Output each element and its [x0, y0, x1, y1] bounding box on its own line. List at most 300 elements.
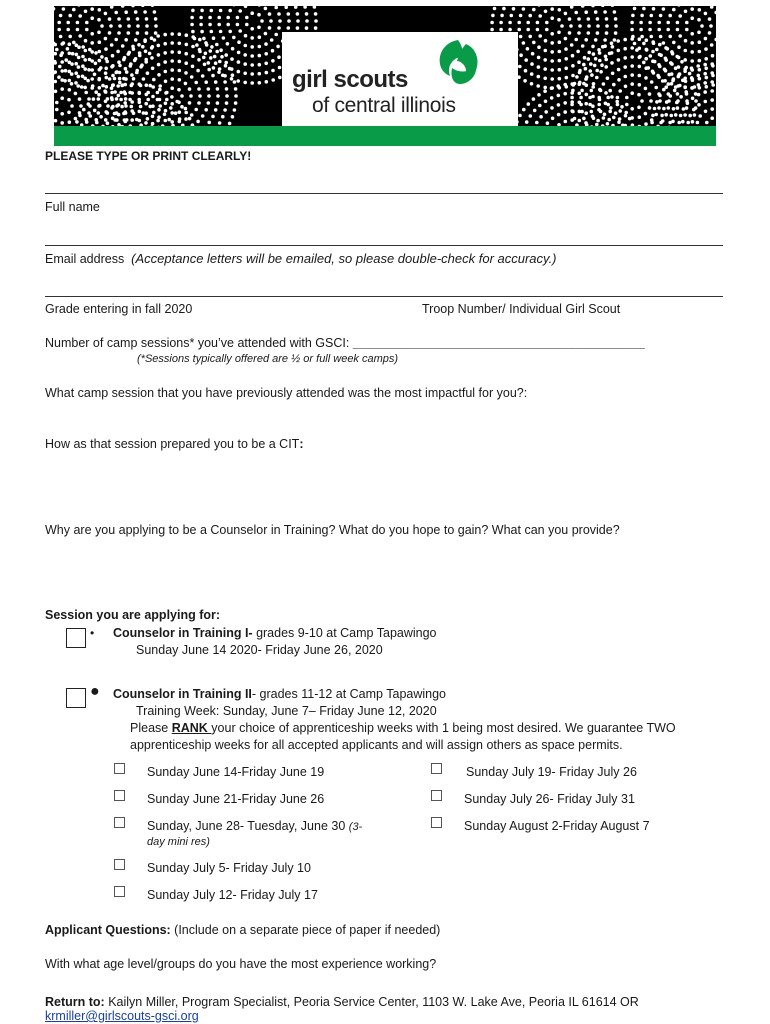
pattern-dot	[593, 64, 597, 68]
pattern-dot	[117, 17, 121, 21]
pattern-dot	[123, 118, 127, 122]
pattern-dot	[666, 47, 670, 51]
pattern-dot	[216, 94, 220, 98]
pattern-dot	[653, 60, 657, 64]
pattern-dot	[198, 50, 202, 54]
pattern-dot	[127, 24, 131, 28]
pattern-dot	[68, 88, 72, 92]
pattern-dot	[510, 14, 514, 18]
pattern-dot	[662, 107, 666, 111]
pattern-dot	[62, 7, 66, 11]
pattern-dot	[490, 28, 494, 32]
pattern-dot	[550, 59, 554, 63]
pattern-dot	[86, 79, 90, 83]
pattern-dot	[225, 87, 229, 91]
pattern-dot	[668, 14, 672, 18]
pattern-dot	[210, 9, 214, 13]
pattern-dot	[600, 63, 604, 67]
pattern-dot	[142, 77, 146, 81]
pattern-dot	[117, 31, 121, 35]
pattern-dot	[305, 12, 309, 16]
pattern-dot	[250, 81, 254, 85]
pattern-dot	[164, 119, 168, 123]
pattern-dot	[594, 38, 598, 42]
pattern-dot	[570, 91, 574, 95]
pattern-dot	[532, 41, 536, 45]
week-checkbox[interactable]	[114, 886, 125, 897]
pattern-dot	[265, 80, 269, 84]
pattern-dot	[683, 86, 687, 90]
pattern-dot	[72, 41, 76, 45]
pattern-dot	[90, 41, 94, 45]
email-line[interactable]	[45, 245, 723, 246]
pattern-dot	[219, 30, 223, 34]
cit1-checkbox[interactable]	[66, 628, 86, 648]
pattern-dot	[578, 24, 582, 28]
pattern-dot	[537, 75, 541, 79]
pattern-dot	[527, 102, 531, 106]
pattern-dot	[118, 77, 122, 81]
session-heading: Session you are applying for:	[45, 608, 221, 622]
pattern-dot	[537, 93, 541, 97]
pattern-dot	[616, 96, 620, 100]
pattern-dot	[82, 108, 86, 112]
pattern-dot	[610, 51, 614, 55]
pattern-dot	[522, 7, 526, 11]
pattern-dot	[64, 69, 68, 73]
pattern-dot	[58, 65, 62, 69]
pattern-dot	[685, 106, 689, 110]
pattern-dot	[530, 62, 534, 66]
pattern-dot	[639, 28, 643, 32]
pattern-dot	[212, 36, 216, 40]
question-impactful: What camp session that you have previously attended was the most impactful for you?:	[45, 386, 528, 400]
pattern-dot	[537, 65, 541, 69]
pattern-dot	[684, 80, 688, 84]
pattern-dot	[618, 109, 622, 113]
pattern-dot	[710, 62, 714, 66]
pattern-dot	[84, 39, 88, 43]
pattern-dot	[127, 17, 131, 21]
pattern-dot	[260, 19, 264, 23]
week-checkbox[interactable]	[114, 817, 125, 828]
pattern-dot	[122, 58, 126, 62]
pattern-dot	[88, 58, 92, 62]
pattern-dot	[587, 24, 591, 28]
week-checkbox[interactable]	[114, 859, 125, 870]
pattern-dot	[526, 21, 530, 25]
pattern-dot	[305, 19, 309, 23]
pattern-dot	[710, 6, 714, 9]
pattern-dot	[550, 96, 554, 100]
pattern-dot	[70, 104, 74, 108]
pattern-dot	[236, 16, 240, 20]
week-checkbox[interactable]	[114, 790, 125, 801]
pattern-dot	[193, 37, 197, 41]
pattern-dot	[314, 12, 318, 16]
pattern-dot	[696, 64, 700, 68]
pattern-dot	[558, 59, 562, 63]
pattern-dot	[582, 63, 586, 67]
pattern-dot	[638, 83, 642, 87]
pattern-dot	[152, 111, 156, 115]
pattern-dot	[550, 7, 554, 11]
email-note: (Acceptance letters will be emailed, so please double-check for accuracy.)	[131, 251, 557, 266]
pattern-dot	[686, 101, 690, 105]
pattern-dot	[683, 69, 687, 73]
pattern-dot	[630, 82, 634, 86]
pattern-dot	[305, 26, 309, 30]
pattern-dot	[708, 17, 712, 21]
pattern-dot	[610, 41, 614, 45]
pattern-dot	[538, 14, 542, 18]
pattern-dot	[127, 31, 131, 35]
pattern-dot	[208, 23, 212, 27]
pattern-dot	[178, 69, 182, 73]
pattern-dot	[698, 59, 702, 63]
cit2-rest: - grades 11-12 at Camp Tapawingo	[251, 687, 447, 701]
pattern-dot	[274, 33, 278, 37]
pattern-dot	[207, 94, 211, 98]
pattern-dot	[519, 35, 523, 39]
pattern-dot	[604, 55, 608, 59]
pattern-dot	[644, 57, 648, 61]
pattern-dot	[54, 43, 57, 47]
pattern-dot	[218, 67, 222, 71]
pattern-dot	[659, 121, 663, 125]
week-option: Sunday July 12- Friday July 17	[147, 888, 318, 902]
pattern-dot	[679, 114, 683, 118]
pattern-dot	[87, 68, 91, 72]
pattern-dot	[550, 16, 554, 20]
pattern-dot	[704, 12, 708, 16]
pattern-dot	[570, 43, 574, 47]
question-prepared	[45, 437, 303, 451]
pattern-dot	[164, 70, 168, 74]
pattern-dot	[156, 119, 160, 123]
pattern-dot	[557, 18, 561, 22]
pattern-dot	[640, 14, 644, 18]
pattern-dot	[517, 21, 521, 25]
pattern-dot	[157, 44, 161, 48]
pattern-dot	[145, 31, 149, 35]
pattern-dot	[60, 42, 64, 46]
pattern-dot	[217, 16, 221, 20]
pattern-dot	[584, 121, 588, 125]
pattern-dot	[99, 115, 103, 119]
pattern-dot	[645, 38, 649, 42]
rank-pre: Please	[130, 721, 172, 735]
pattern-dot	[630, 28, 634, 32]
pattern-dot	[638, 65, 642, 69]
week-checkbox[interactable]	[431, 790, 442, 801]
pattern-dot	[205, 43, 209, 47]
pattern-dot	[605, 17, 609, 21]
pattern-dot	[614, 17, 618, 21]
pattern-dot	[544, 100, 548, 104]
pattern-dot	[110, 65, 114, 69]
pattern-dot	[170, 50, 174, 54]
pattern-dot	[708, 31, 712, 35]
pattern-dot	[652, 71, 656, 75]
pattern-dot	[623, 65, 627, 69]
pattern-dot	[164, 91, 168, 95]
pattern-dot	[223, 80, 227, 84]
pattern-dot	[581, 44, 585, 48]
sessions-blank[interactable]: __________________________________________	[352, 336, 645, 350]
pattern-dot	[85, 21, 89, 25]
pattern-dot	[234, 87, 238, 91]
pattern-dot	[677, 45, 681, 49]
pattern-dot	[211, 74, 215, 78]
pattern-dot	[617, 58, 621, 62]
pattern-dot	[170, 120, 174, 124]
pattern-dot	[558, 8, 562, 12]
pattern-dot	[130, 109, 134, 113]
pattern-dot	[139, 65, 143, 69]
pattern-dot	[649, 99, 653, 103]
pattern-dot	[277, 26, 281, 30]
pattern-dot	[217, 70, 221, 74]
pattern-dot	[136, 31, 140, 35]
pattern-dot	[578, 82, 582, 86]
pattern-dot	[101, 84, 105, 88]
pattern-dot	[154, 17, 158, 21]
pattern-dot	[66, 21, 70, 25]
grade-line[interactable]	[45, 296, 723, 297]
pattern-dot	[543, 58, 547, 62]
pattern-dot	[119, 98, 123, 102]
pattern-dot	[698, 77, 702, 81]
pattern-dot	[677, 6, 681, 7]
pattern-dot	[236, 23, 240, 27]
pattern-dot	[698, 8, 702, 12]
pattern-dot	[591, 6, 595, 7]
pattern-dot	[77, 56, 81, 60]
pattern-dot	[137, 43, 141, 47]
pattern-dot	[264, 52, 268, 56]
pattern-dot	[714, 11, 716, 15]
pattern-dot	[94, 62, 98, 66]
pattern-dot	[250, 63, 254, 67]
pattern-dot	[237, 51, 241, 55]
pattern-dot	[217, 23, 221, 27]
pattern-dot	[83, 67, 87, 71]
pattern-dot	[269, 19, 273, 23]
week-checkbox[interactable]	[114, 763, 125, 774]
pattern-dot	[598, 88, 602, 92]
pattern-dot	[191, 54, 195, 58]
pattern-dot	[568, 17, 572, 21]
pattern-dot	[201, 114, 205, 118]
pattern-dot	[614, 111, 618, 115]
pattern-dot	[557, 31, 561, 35]
instruction: PLEASE TYPE OR PRINT CLEARLY!	[45, 149, 252, 163]
pattern-dot	[124, 10, 128, 14]
week-option: Sunday June 14-Friday June 19	[147, 765, 325, 779]
pattern-dot	[90, 7, 94, 11]
pattern-dot	[258, 6, 262, 7]
pattern-dot	[519, 14, 523, 18]
pattern-dot	[544, 110, 548, 114]
pattern-dot	[154, 24, 158, 28]
pattern-dot	[617, 49, 621, 53]
pattern-dot	[97, 111, 101, 115]
pattern-dot	[156, 34, 160, 38]
pattern-dot	[675, 101, 679, 105]
pattern-dot	[184, 82, 188, 86]
pattern-dot	[518, 114, 522, 118]
pattern-dot	[578, 69, 582, 73]
return-email-link[interactable]: krmiller@girlscouts-gsci.org	[45, 1009, 199, 1023]
pattern-dot	[71, 52, 75, 56]
green-bar	[54, 126, 716, 146]
pattern-dot	[60, 69, 64, 73]
pattern-dot	[244, 44, 248, 48]
pattern-dot	[664, 113, 668, 117]
pattern-dot	[667, 106, 671, 110]
pattern-dot	[710, 116, 714, 120]
pattern-dot	[585, 93, 589, 97]
pattern-dot	[570, 6, 574, 9]
pattern-dot	[178, 32, 182, 36]
pattern-dot	[202, 56, 206, 60]
pattern-dot	[84, 118, 88, 122]
pattern-dot	[144, 60, 148, 64]
pattern-dot	[543, 77, 547, 81]
pattern-dot	[138, 82, 142, 86]
pattern-dot	[591, 115, 595, 119]
pattern-dot	[517, 28, 521, 32]
pattern-dot	[116, 50, 120, 54]
logo	[282, 32, 518, 128]
pattern-dot	[606, 96, 610, 100]
pattern-dot	[83, 86, 87, 90]
pattern-dot	[190, 23, 194, 27]
pattern-dot	[670, 72, 674, 76]
header-banner	[54, 6, 716, 142]
week-checkbox[interactable]	[431, 763, 442, 774]
pattern-dot	[672, 41, 676, 45]
pattern-dot	[650, 80, 654, 84]
pattern-dot	[138, 119, 142, 123]
pattern-dot	[81, 75, 85, 79]
pattern-dot	[683, 58, 687, 62]
pattern-dot	[124, 38, 128, 42]
pattern-dot	[536, 21, 540, 25]
pattern-dot	[138, 110, 142, 114]
pattern-dot	[188, 87, 192, 91]
pattern-dot	[111, 54, 115, 58]
pattern-dot	[158, 104, 162, 108]
pattern-dot	[705, 121, 709, 125]
email-label-text: Email address	[45, 252, 125, 266]
pattern-dot	[623, 47, 627, 51]
pattern-dot	[665, 100, 669, 104]
pattern-dot	[664, 69, 668, 73]
cit2-line	[113, 687, 446, 701]
pattern-dot	[630, 73, 634, 77]
pattern-dot	[197, 87, 201, 91]
week-option: Sunday June 21-Friday June 26	[147, 792, 325, 806]
pattern-dot	[138, 54, 142, 58]
pattern-dot	[539, 115, 543, 119]
pattern-dot	[54, 61, 57, 65]
pattern-dot	[550, 41, 554, 45]
pattern-dot	[564, 37, 568, 41]
full-name-label: Full name	[45, 200, 100, 214]
pattern-dot	[207, 87, 211, 91]
pattern-dot	[243, 62, 247, 66]
pattern-dot	[144, 102, 148, 106]
pattern-dot	[296, 12, 300, 16]
pattern-dot	[77, 65, 81, 69]
pattern-dot	[118, 24, 122, 28]
pattern-dot	[66, 28, 70, 32]
pattern-dot	[568, 31, 572, 35]
pattern-dot	[76, 21, 80, 25]
pattern-dot	[550, 86, 554, 90]
pattern-dot	[94, 90, 98, 94]
pattern-dot	[603, 38, 607, 42]
pattern-dot	[207, 121, 211, 125]
pattern-dot	[714, 38, 716, 42]
pattern-dot	[603, 10, 607, 14]
pattern-dot	[710, 89, 714, 93]
pattern-dot	[587, 17, 591, 21]
pattern-dot	[54, 52, 57, 56]
pattern-dot	[88, 48, 92, 52]
full-name-line[interactable]	[45, 193, 723, 194]
pattern-dot	[116, 84, 120, 88]
question-prepared-colon: :	[299, 437, 304, 451]
pattern-dot	[508, 28, 512, 32]
pattern-dot	[70, 82, 74, 86]
sessions-note: (*Sessions typically offered are ½ or full week camps)	[137, 353, 399, 365]
pattern-dot	[130, 82, 134, 86]
pattern-dot	[98, 8, 102, 12]
pattern-dot	[277, 55, 281, 59]
pattern-dot	[59, 35, 63, 39]
pattern-dot	[163, 51, 167, 55]
pattern-dot	[190, 113, 194, 117]
pattern-dot	[194, 81, 198, 85]
week-checkbox[interactable]	[431, 817, 442, 828]
pattern-dot	[690, 66, 694, 70]
pattern-dot	[649, 54, 653, 58]
cit2-checkbox[interactable]	[66, 688, 86, 708]
pattern-dot	[123, 101, 127, 105]
pattern-dot	[642, 42, 646, 46]
pattern-dot	[177, 88, 181, 92]
pattern-dot	[245, 16, 249, 20]
pattern-dot	[134, 38, 138, 42]
pattern-dot	[104, 47, 108, 51]
pattern-dot	[502, 7, 506, 11]
pattern-dot	[518, 65, 522, 69]
pattern-dot	[648, 28, 652, 32]
pattern-dot	[614, 31, 618, 35]
pattern-dot	[188, 117, 192, 121]
pattern-dot	[81, 55, 85, 59]
pattern-dot	[648, 92, 652, 96]
pattern-dot	[662, 7, 666, 11]
pattern-dot	[704, 67, 708, 71]
pattern-dot	[219, 9, 223, 13]
pattern-dot	[78, 97, 82, 101]
pattern-dot	[523, 79, 527, 83]
cit2-training: Training Week: Sunday, June 7– Friday June 12, 2020	[136, 704, 437, 718]
